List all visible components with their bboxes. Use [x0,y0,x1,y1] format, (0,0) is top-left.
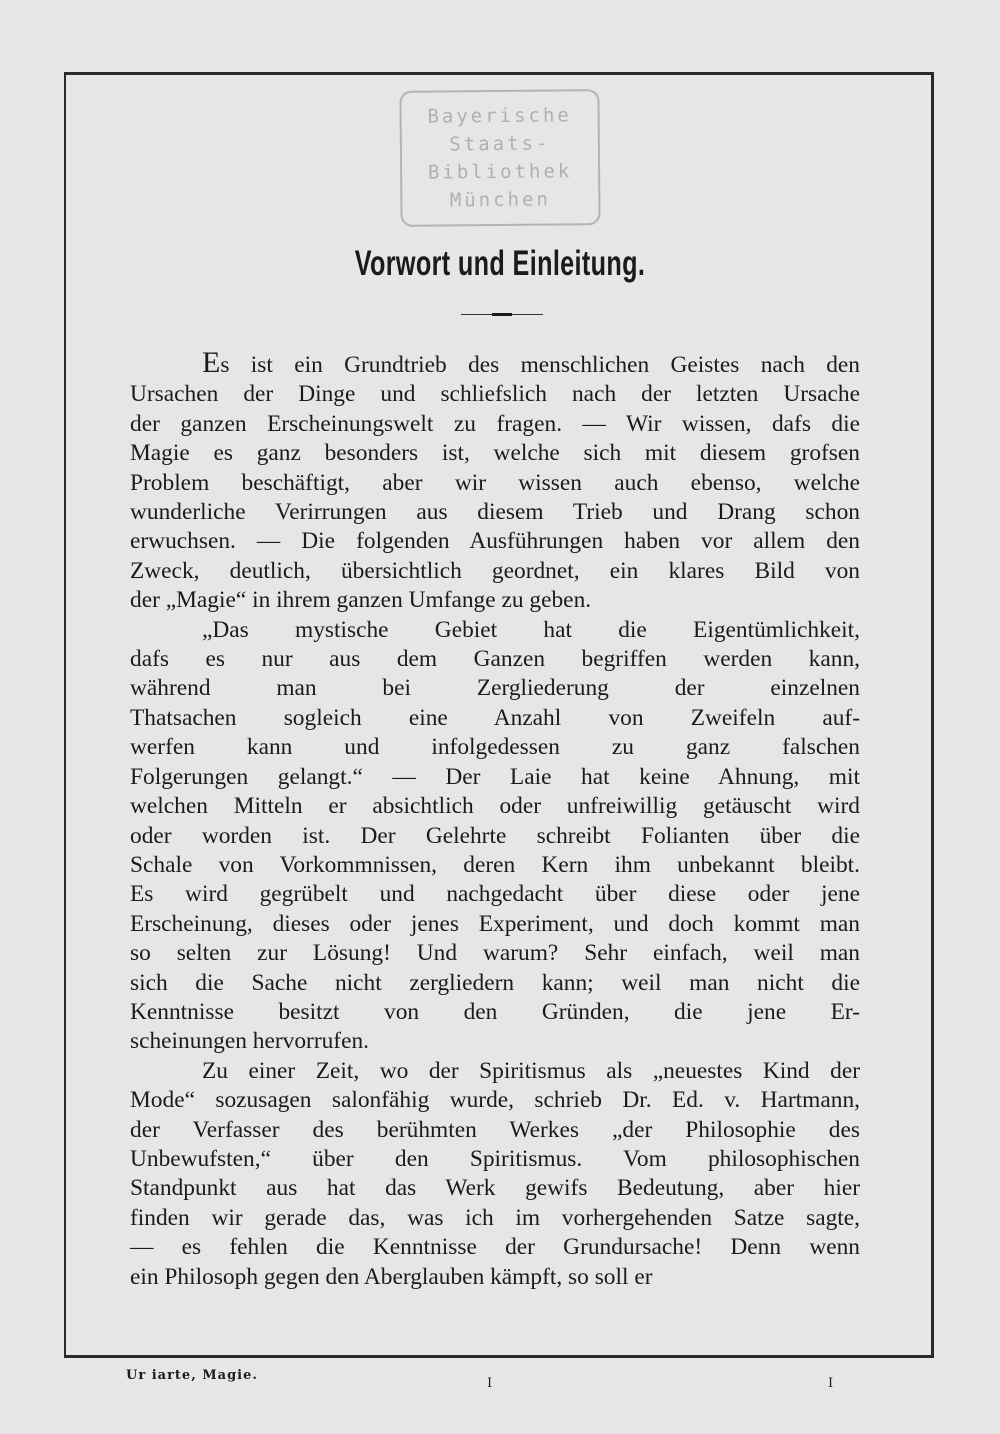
stamp-line: München [449,188,551,212]
text-line: wunderliche Verirrungen aus diesem Trieb und Drang schon [130,499,860,526]
text-line: Erscheinung, dieses oder jenes Experiment, und doch kommt man [130,910,860,937]
text-line: während man bei Zergliederung der einzelnen [130,675,860,702]
text-line: der ganzen Erscheinungswelt zu fragen. — Wir wissen, dafs die [130,410,860,437]
stamp-line: Staats- [449,132,551,156]
text-line: — es fehlen die Kenntnisse der Grundursache! Denn wenn [130,1234,860,1261]
library-stamp [399,89,600,227]
text-line: Thatsachen sogleich eine Anzahl von Zweifeln auf- [130,704,860,731]
page-title: Vorwort und Einleitung. [354,244,646,283]
text-line: Ursachen der Dinge und schliefslich nach der letzten Ursache [130,381,860,408]
text-line: Problem beschäftigt, aber wir wissen auch ebenso, welche [130,469,860,496]
text-line: oder worden ist. Der Gelehrte schreibt Folianten über die [130,822,860,849]
text-line: dafs es nur aus dem Ganzen begriffen werden kann, [130,646,860,673]
text-line: welchen Mitteln er absichtlich oder unfreiwillig getäuscht wird [130,793,860,820]
footer-signature: Ur iarte, Magie. [126,1368,258,1383]
title-divider-ornament [461,314,543,315]
text-line: Es wird gegrübelt und nachgedacht über diese oder jene [130,881,860,908]
text-line: Unbewufsten,“ über den Spiritismus. Vom philosophischen [130,1145,860,1172]
initial-capital: E [202,346,221,379]
stamp-line: Bibliothek [427,160,573,184]
footer-sheet-mark: I [487,1376,493,1391]
text-line: sich die Sache nicht zergliedern kann; weil man nicht die [130,969,860,996]
text-line: Es ist ein Grundtrieb des menschlichen Geistes nach den [202,346,860,379]
text-line: Magie es ganz besonders ist, welche sich mit diesem grofsen [130,440,860,467]
body-text [130,348,860,1292]
text-line: ein Philosoph gegen den Aberglauben kämpft, so soll er [130,1263,653,1290]
text-line: finden wir gerade das, was ich im vorhergehenden Satze sagte, [130,1204,860,1231]
text-line: erwuchsen. — Die folgenden Ausführungen haben vor allem den [130,528,860,555]
text-line: der „Magie“ in ihrem ganzen Umfange zu geben. [130,587,592,614]
stamp-line: Bayerische [427,104,572,128]
text-line: Standpunkt aus hat das Werk gewifs Bedeutung, aber hier [130,1175,860,1202]
text-line: Kenntnisse besitzt von den Gründen, die jene Er- [130,998,860,1025]
text-line: Zu einer Zeit, wo der Spiritismus als „neuestes Kind der [202,1057,860,1084]
text-line: Folgerungen gelangt.“ — Der Laie hat keine Ahnung, mit [130,763,860,790]
text-line: Mode“ sozusagen salonfähig wurde, schrieb Dr. Ed. v. Hartmann, [130,1087,860,1114]
text-line: Schale von Vorkommnissen, deren Kern ihm unbekannt bleibt. [130,851,860,878]
footer-page-number: I [828,1376,834,1391]
text-line: der Verfasser des berühmten Werkes „der Philosophie des [130,1116,860,1143]
text-line: so selten zur Lösung! Und warum? Sehr einfach, weil man [130,940,860,967]
text-line: „Das mystische Gebiet hat die Eigentümlichkeit, [202,616,860,643]
text-line: werfen kann und infolgedessen zu ganz falschen [130,734,860,761]
text-line: scheinungen hervorrufen. [130,1028,370,1055]
text-line: Zweck, deutlich, übersichtlich geordnet, ein klares Bild von [130,557,860,584]
